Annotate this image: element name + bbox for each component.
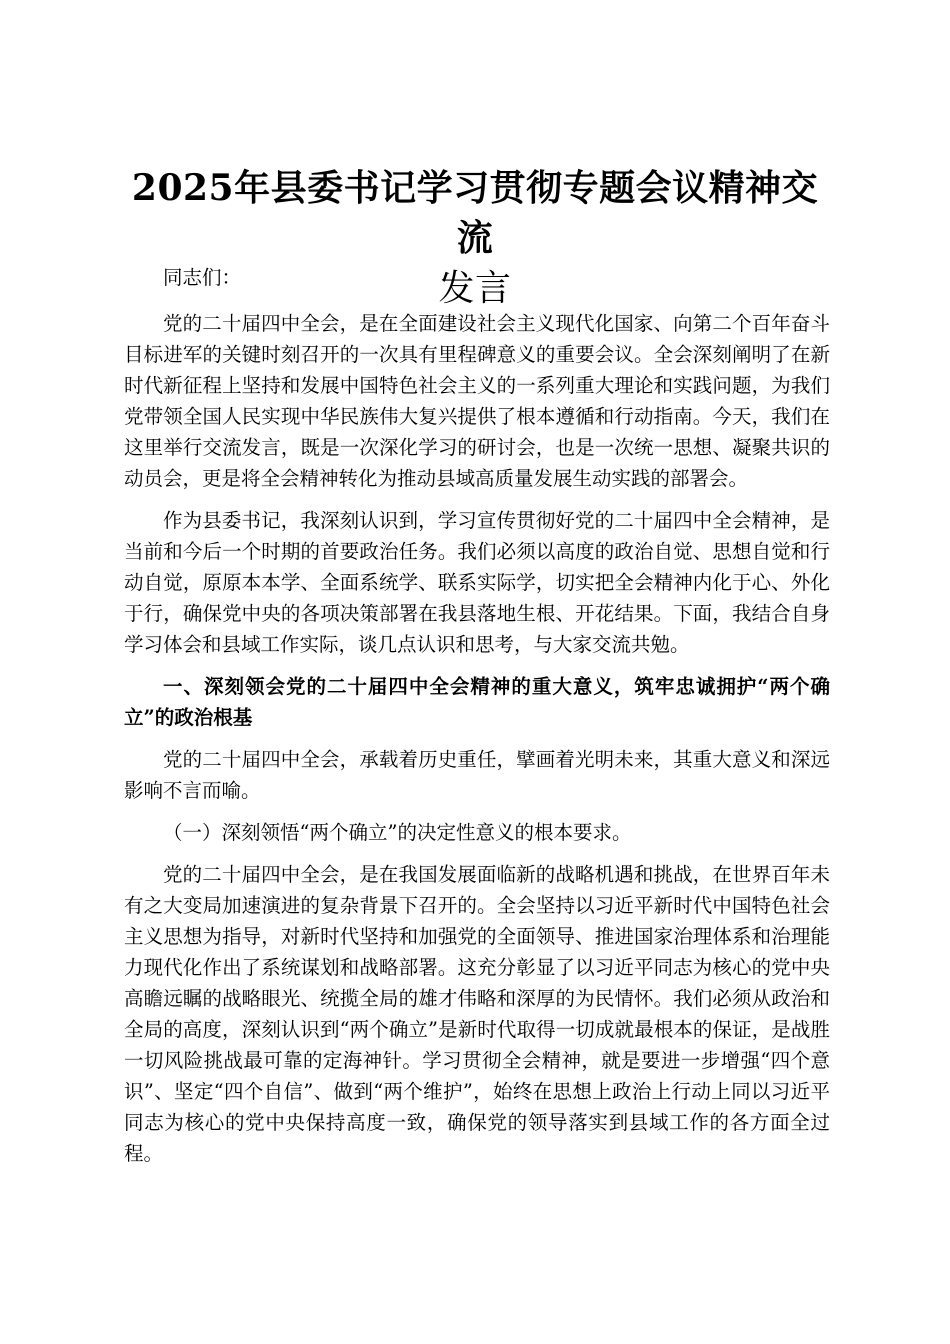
paragraph-significance: 党的二十届四中全会，承载着历史重任，擘画着光明未来，其重大意义和深远影响不言而喻。: [124, 748, 830, 802]
greeting: 同志们：: [163, 266, 242, 289]
title-line-2: 发言: [438, 268, 512, 309]
section-heading-1: 一、深刻领会党的二十届四中全会精神的重大意义，筑牢忠诚拥护“两个确立”的政治根基: [124, 675, 830, 729]
title-line-1: 2025年县委书记学习贯彻专题会议精神交流: [131, 167, 819, 259]
paragraph-intro: 党的二十届四中全会，是在全面建设社会主义现代化国家、向第二个百年奋斗目标进军的关键时刻召开的一次具有里程碑意义的重要会议。全会深刻阐明了在新时代新征程上坚持和发展中国特色社会主义的一系列重大理论和实践问题，为我们党带领全国人民实现中华民族伟大复兴提供了根本遵循和行动指南。今天，我们在这里举行交流发言，既是一次深化学习的研讨会，也是一次统一思想、凝聚共识的动员会，更是将全会精神转化为推动县域高质量发展生动实践的部署会。: [124, 312, 830, 490]
paragraph-role: 作为县委书记，我深刻认识到，学习宣传贯彻好党的二十届四中全会精神，是当前和今后一个时期的首要政治任务。我们必须以高度的政治自觉、思想自觉和行动自觉，原原本本学、全面系统学、联系实际学，切实把全会精神内化于心、外化于行，确保党中央的各项决策部署在我县落地生根、开花结果。下面，我结合自身学习体会和县域工作实际，谈几点认识和思考，与大家交流共勉。: [124, 509, 830, 656]
subsection-heading-1: （一）深刻领悟“两个确立”的决定性意义的根本要求。: [163, 821, 632, 844]
paragraph-two-establishments: 党的二十届四中全会，是在我国发展面临新的战略机遇和挑战，在世界百年未有之大变局加速演进的复杂背景下召开的。全会坚持以习近平新时代中国特色社会主义思想为指导，对新时代坚持和加强党的全面领导、推进国家治理体系和治理能力现代化作出了系统谋划和战略部署。这充分彰显了以习近平同志为核心的党中央高瞻远瞩的战略眼光、统揽全局的雄才伟略和深厚的为民情怀。我们必须从政治和全局的高度，深刻认识到“两个确立”是新时代取得一切成就最根本的保证，是战胜一切风险挑战最可靠的定海神针。学习贯彻全会精神，就是要进一步增强“四个意识”、坚定“四个自信”、做到“两个维护”，始终在思想上政治上行动上同以习近平同志为核心的党中央保持高度一致，确保党的领导落实到县域工作的各方面全过程。: [124, 863, 830, 1165]
document-body: [124, 262, 830, 1180]
